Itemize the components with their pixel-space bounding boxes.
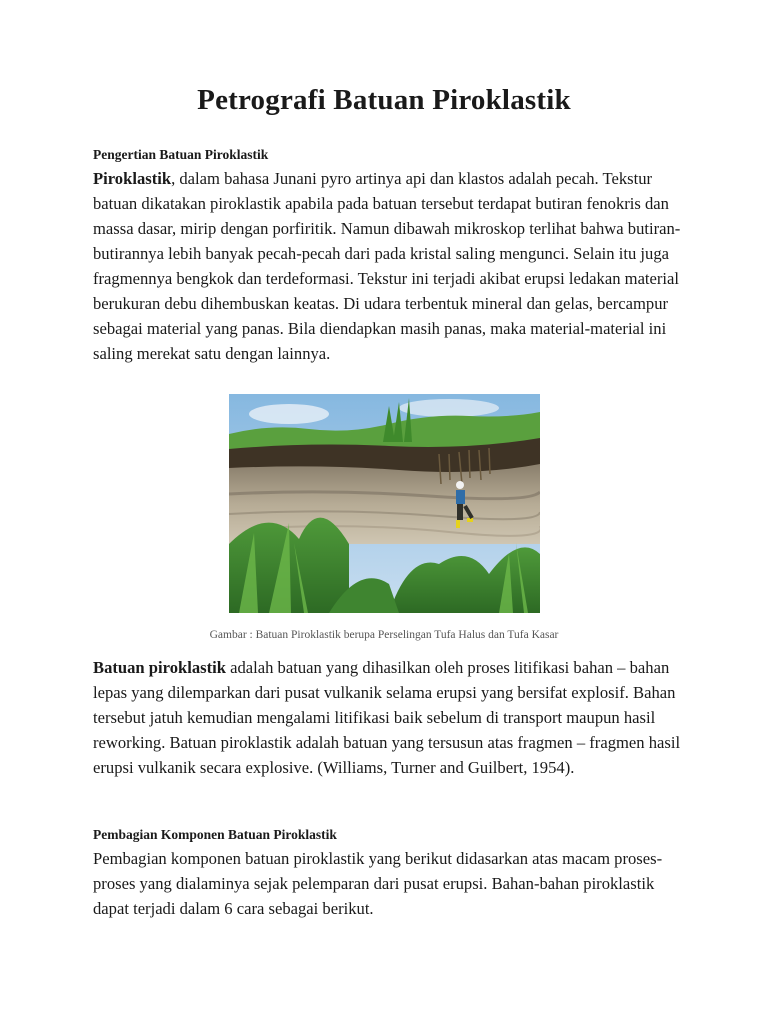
term-piroklastik: Piroklastik bbox=[93, 169, 172, 188]
figure-caption: Gambar : Batuan Piroklastik berupa Perselingan Tufa Halus dan Tufa Kasar bbox=[209, 629, 559, 641]
paragraph-batuan-piroklastik-text: adalah batuan yang dihasilkan oleh proses litifikasi bahan – bahan lepas yang dilemparkan dari pusat vulkanik selama erupsi yang bersifat explosif. Bahan tersebut jatuh kemudian mengalami litifikasi baik sebelum di transport maupun hasil reworking. Batuan piroklastik adalah batuan yang tersusun atas fragmen – fragmen hasil erupsi vulkanik secara explosive. (Williams, Turner and Guilbert, 1954). bbox=[93, 658, 681, 777]
section-heading-pengertian: Pengertian Batuan Piroklastik bbox=[93, 147, 269, 162]
paragraph-pembagian: Pembagian komponen batuan piroklastik yang berikut didasarkan atas macam proses-proses yang dialaminya sejak pelemparan dari pusat erupsi. Bahan-bahan piroklastik dapat terjadi dalam 6 cara sebagai berikut. bbox=[93, 849, 663, 918]
section-heading-pembagian: Pembagian Komponen Batuan Piroklastik bbox=[93, 827, 337, 842]
outcrop-photo bbox=[229, 394, 540, 613]
paragraph-pengertian bbox=[93, 166, 683, 366]
page-title: Petrografi Batuan Piroklastik bbox=[197, 84, 571, 116]
outcrop-photo-image bbox=[229, 394, 540, 613]
paragraph-pengertian-text: , dalam bahasa Junani pyro artinya api dan klastos adalah pecah. Tekstur batuan dikatakan piroklastik apabila pada batuan tersebut terdapat butiran fenokris dan massa dasar, mirip dengan porfiritik. Namun dibawah mikroskop terlihat bahwa butiran-butirannya lebih banyak pecah-pecah dari pada kristal saling mengunci. Selain itu juga fragmennya bengkok dan terdeformasi. Tekstur ini terjadi akibat erupsi ledakan material berukuran debu dihembuskan keatas. Di udara terbentuk mineral dan gelas, bercampur sebagai material yang panas. Bila diendapkan masih panas, maka material-material ini saling merekat satu dengan lainnya. bbox=[93, 169, 681, 363]
term-batuan-piroklastik: Batuan piroklastik bbox=[93, 658, 226, 677]
paragraph-batuan-piroklastik bbox=[93, 655, 683, 780]
